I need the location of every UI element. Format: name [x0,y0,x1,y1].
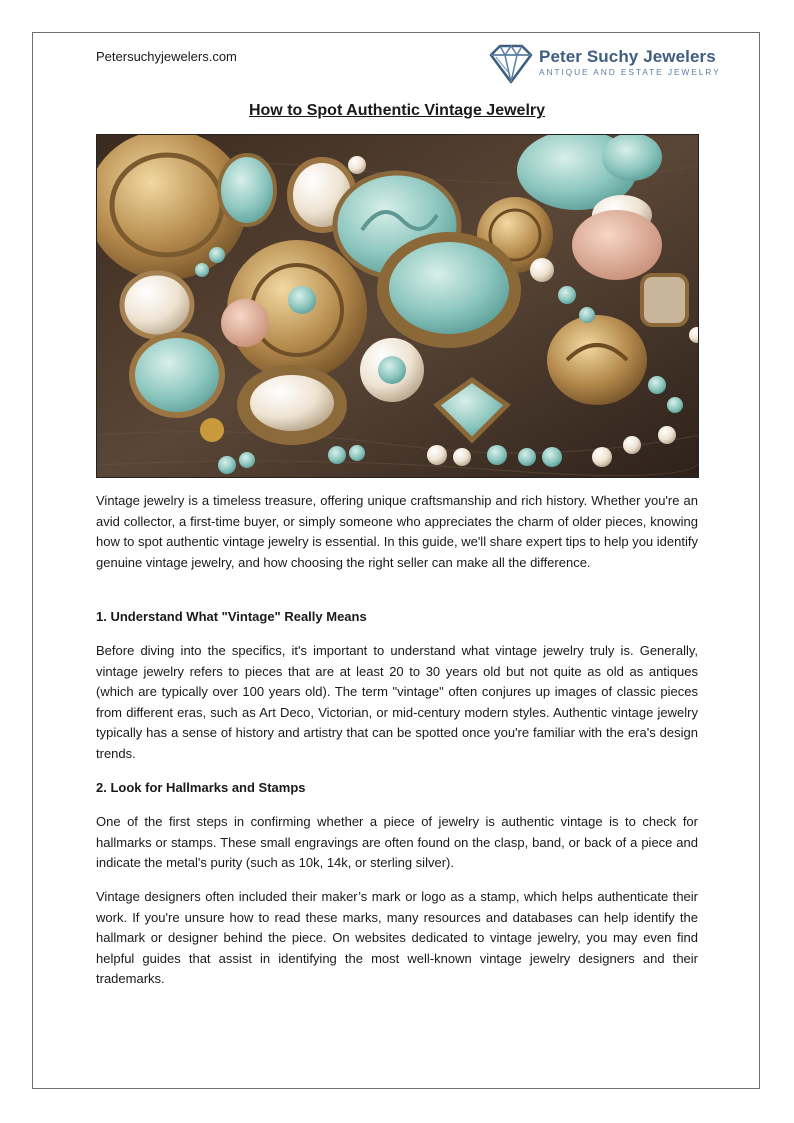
section-heading: 1. Understand What "Vintage" Really Means [96,609,367,624]
site-url[interactable]: Petersuchyjewelers.com [96,49,237,64]
hero-image [96,134,699,478]
intro-paragraph: Vintage jewelry is a timeless treasure, offering unique craftsmanship and rich history. Whether you're an avid collector, a first-time buyer, or simply someone who appreciates the charm of older pieces, knowing how to spot authentic vintage jewelry is essential. In this guide, we'll share expert tips to help you identify genuine vintage jewelry, and how choosing the right seller can make all the difference. [96,493,698,570]
logo-name: Peter Suchy Jewelers [539,47,716,66]
section-heading: 2. Look for Hallmarks and Stamps [96,780,306,795]
section-paragraph: Vintage designers often included their maker’s mark or logo as a stamp, which helps authenticate their work. If you're unsure how to read these marks, many resources and databases can help identify the hallmark or designer behind the piece. On websites dedicated to vintage jewelry, you may even find helpful guides that assist in identifying the most well-known vintage jewelry designers and their trademarks. [96,889,698,986]
logo-tagline: ANTIQUE AND ESTATE JEWELRY [539,67,721,77]
brand-logo[interactable] [488,44,721,84]
section-paragraph: Before diving into the specifics, it's important to understand what vintage jewelry truly is. Generally, vintage jewelry refers to pieces that are at least 20 to 30 years old but not quite as old as antiques (which are typically over 100 years old). The term "vintage" often conjures up images of classic pieces from different eras, such as Art Deco, Victorian, or mid-century modern styles. Authentic vintage jewelry typically has a sense of history and artistry that can be spotted once you're familiar with the era's design trends. [96,643,698,761]
vintage-jewelry-photo [97,135,699,478]
article-title: How to Spot Authentic Vintage Jewelry [248,102,546,119]
section-paragraph: One of the first steps in confirming whether a piece of jewelry is authentic vintage is to check for hallmarks or stamps. These small engravings are often found on the clasp, band, or back of a piece and indicate the metal's purity (such as 10k, 14k, or sterling silver). [96,814,698,870]
diamond-icon [488,44,534,84]
